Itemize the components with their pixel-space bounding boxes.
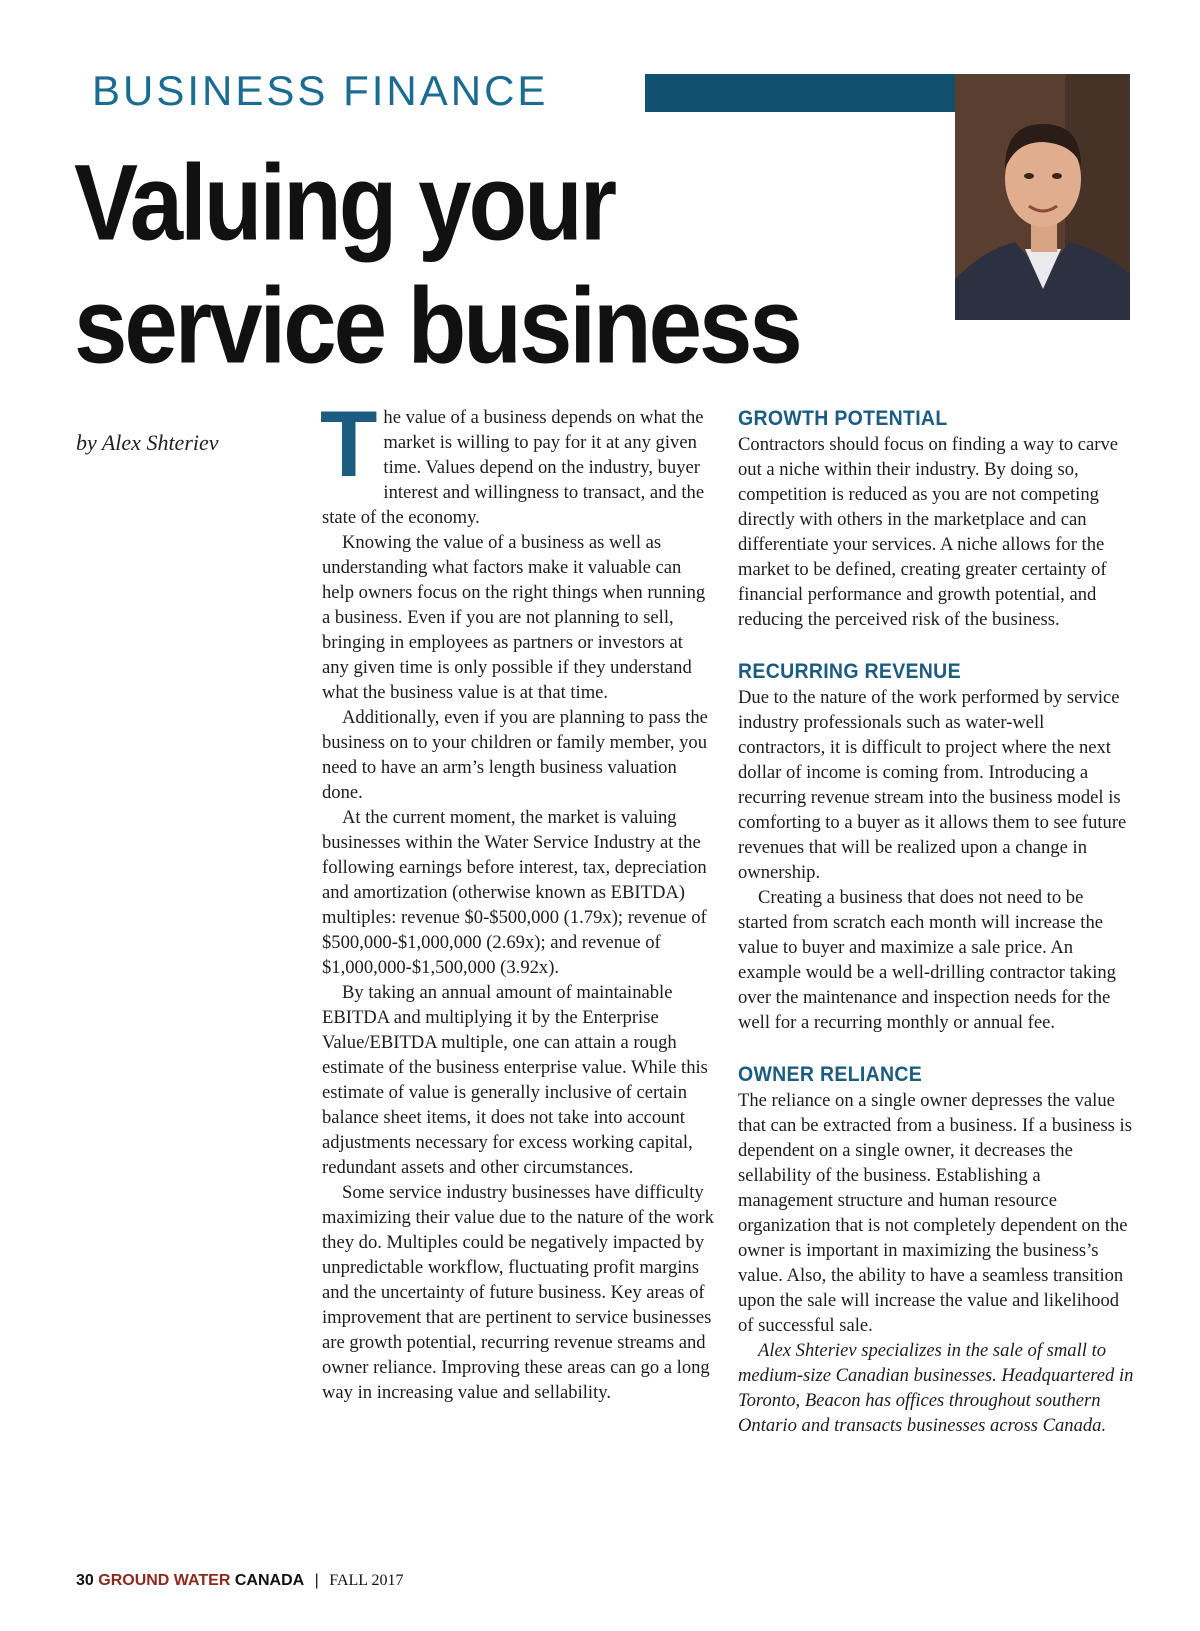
author-photo [955,74,1130,320]
article-column-right [738,405,1134,1438]
headline-line-1: Valuing your [74,143,615,263]
drop-cap: T [320,391,378,496]
issue-date: FALL 2017 [329,1572,404,1589]
article-column-left [320,391,714,1405]
article-paragraph: Additionally, even if you are planning to pass the business on to your children or family member, you need to have an arm’s length business valuation done. [322,707,708,803]
article-paragraph [320,391,714,530]
headline [74,142,800,388]
magazine-name-part1: GROUND WATER [98,1572,231,1589]
headline-line-2: service business [74,266,800,387]
article-paragraph: Some service industry businesses have difficulty maximizing their value due to the nature of the work they do. Multiples could be negatively impacted by unpredictable workflow, fluctuating profit margins and the uncertainty of future business. Key areas of improvement that are pertinent to service businesses are growth potential, recurring revenue streams and owner reliance. Improving these areas can go a long way in increasing value and sellability. [322,1182,714,1403]
article-paragraph: Due to the nature of the work performed by service industry professionals such as water-well contractors, it is difficult to project where the next dollar of income is coming from. Introducing a recurring revenue stream into the business model is comforting to a buyer as it allows them to see future revenues that will be realized upon a change in ownership. [738,687,1127,883]
section-spacer [738,1035,1134,1061]
subhead-recurring-revenue: RECURRING REVENUE [738,659,961,684]
footer-separator: | [314,1572,319,1589]
section-label: BUSINESS FINANCE [92,67,549,114]
page-footer [76,1572,403,1590]
subhead-growth-potential: GROWTH POTENTIAL [738,406,948,431]
section-bar [645,74,957,112]
article-paragraph: By taking an annual amount of maintainable EBITDA and multiplying it by the Enterprise Value/EBITDA multiple, one can attain a rough estimate of the business enterprise value. While this estimate of value is generally inclusive of certain balance sheet items, it does not take into account adjustments necessary for excess working capital, redundant assets and other circumstances. [322,982,708,1178]
byline: by Alex Shteriev [76,430,219,455]
author-bio: Alex Shteriev specializes in the sale of small to medium-size Canadian businesses. Headquartered in Toronto, Beacon has offices throughout southern Ontario and transacts businesses across Canada. [738,1340,1134,1436]
article-paragraph: At the current moment, the market is valuing businesses within the Water Service Industry at the following earnings before interest, tax, depreciation and amortization (otherwise known as EBITDA) multiples: revenue $0-$500,000 (1.79x); revenue of $500,000-$1,000,000 (2.69x); and revenue of $1,000,000-$1,500,000 (3.92x). [322,807,707,978]
article-paragraph: Creating a business that does not need to be started from scratch each month will increase the value to buyer and maximize a sale price. An example would be a well-drilling contractor taking over the maintenance and inspection needs for the well for a recurring monthly or annual fee. [738,887,1116,1033]
magazine-name-part2: CANADA [234,1572,305,1589]
paragraph-text: he value of a business depends on what the market is willing to pay for it at any given time. Values depend on the industry, buyer interest and willingness to transact, and the state of the economy. [322,407,705,528]
section-spacer [738,632,1134,658]
subhead-owner-reliance: OWNER RELIANCE [738,1062,923,1087]
article-paragraph: The reliance on a single owner depresses the value that can be extracted from a business. If a business is dependent on a single owner, it decreases the sellability of the business. Establishing a management structure and human resource organization that is not completely dependent on the owner is important in maximizing the business’s value. Also, the ability to have a seamless transition upon the sale will increase the value and likelihood of successful sale. [738,1090,1132,1336]
article-paragraph: Knowing the value of a business as well as understanding what factors make it valuable can help owners focus on the right things when running a business. Even if you are not planning to sell, bringing in employees as partners or investors at any given time is only possible if they understand what the business value is at that time. [322,532,706,703]
article-paragraph: Contractors should focus on finding a way to carve out a niche within their industry. By doing so, competition is reduced as you are not competing directly with others in the marketplace and can differentiate your services. A niche allows for the market to be defined, creating greater certainty of financial performance and growth potential, and reducing the perceived risk of the business. [738,434,1119,630]
page-number: 30 [76,1572,94,1589]
